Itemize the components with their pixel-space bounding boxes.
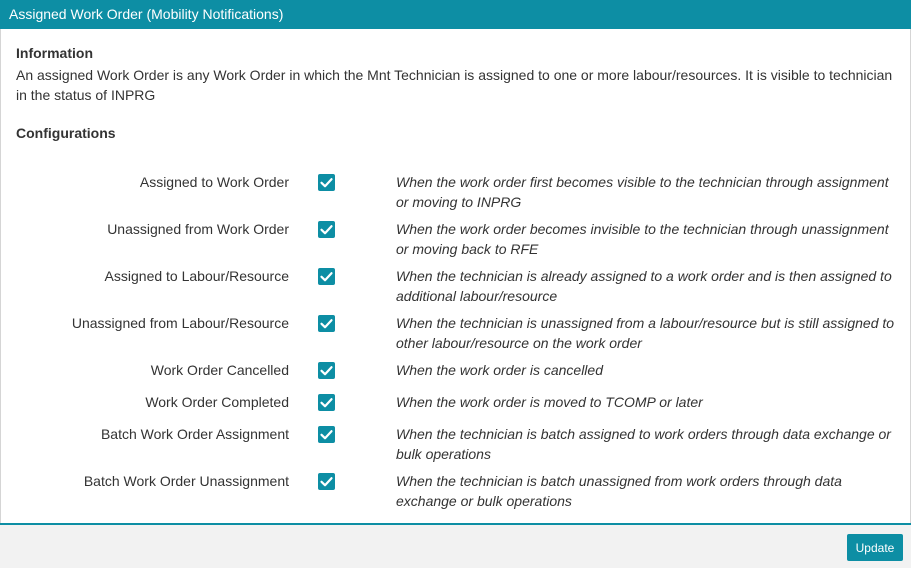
config-description: When the work order first becomes visible to the technician through assignment or moving to INPRG <box>396 174 889 210</box>
config-label: Work Order Completed <box>145 394 289 410</box>
config-label: Work Order Cancelled <box>150 362 289 378</box>
batch-work-order-assignment-checkbox[interactable] <box>318 426 335 443</box>
config-label: Assigned to Labour/Resource <box>104 268 289 284</box>
check-icon <box>318 473 335 490</box>
config-description: When the technician is already assigned to a work order and is then assigned to additional labour/resource <box>396 268 892 304</box>
check-icon <box>318 362 335 379</box>
check-icon <box>318 268 335 285</box>
config-row-batch-work-order-assignment <box>0 424 911 464</box>
batch-work-order-unassignment-checkbox[interactable] <box>318 473 335 490</box>
work-order-completed-checkbox[interactable] <box>318 394 335 411</box>
assigned-to-labour-resource-checkbox[interactable] <box>318 268 335 285</box>
config-label: Assigned to Work Order <box>139 174 289 190</box>
dialog-header <box>0 0 911 29</box>
config-label: Unassigned from Labour/Resource <box>71 315 289 331</box>
dialog-footer <box>0 523 911 568</box>
unassigned-from-labour-resource-checkbox[interactable] <box>318 315 335 332</box>
config-description: When the technician is batch assigned to work orders through data exchange or bulk operations <box>396 426 891 462</box>
config-label: Unassigned from Work Order <box>107 221 289 237</box>
check-icon <box>318 426 335 443</box>
dialog-title: Assigned Work Order (Mobility Notifications) <box>9 6 284 22</box>
config-row-batch-work-order-unassignment <box>0 471 911 511</box>
work-order-cancelled-checkbox[interactable] <box>318 362 335 379</box>
config-description: When the work order is cancelled <box>396 362 603 378</box>
config-description: When the work order becomes invisible to the technician through unassignment or moving back to RFE <box>396 221 889 257</box>
information-text: An assigned Work Order is any Work Order in which the Mnt Technician is assigned to one or more labour/resources. It is visible to technician in the status of INPRG <box>16 67 893 103</box>
check-icon <box>318 315 335 332</box>
config-description: When the technician is unassigned from a labour/resource but is still assigned to other labour/resource on the work order <box>396 315 895 351</box>
config-description: When the technician is batch unassigned from work orders through data exchange or bulk operations <box>396 473 842 509</box>
unassigned-from-work-order-checkbox[interactable] <box>318 221 335 238</box>
check-icon <box>318 394 335 411</box>
check-icon <box>318 221 335 238</box>
config-label: Batch Work Order Assignment <box>100 426 289 442</box>
config-description: When the work order is moved to TCOMP or later <box>396 394 703 410</box>
config-row-unassigned-from-labour-resource <box>0 313 911 353</box>
update-button[interactable]: Update <box>847 534 903 561</box>
config-row-assigned-to-work-order <box>0 172 911 212</box>
configurations-heading: Configurations <box>16 125 116 141</box>
information-heading: Information <box>16 45 93 61</box>
check-icon <box>318 174 335 191</box>
config-row-assigned-to-labour-resource <box>0 266 911 306</box>
assigned-to-work-order-checkbox[interactable] <box>318 174 335 191</box>
config-label: Batch Work Order Unassignment <box>83 473 289 489</box>
config-row-unassigned-from-work-order <box>0 219 911 259</box>
